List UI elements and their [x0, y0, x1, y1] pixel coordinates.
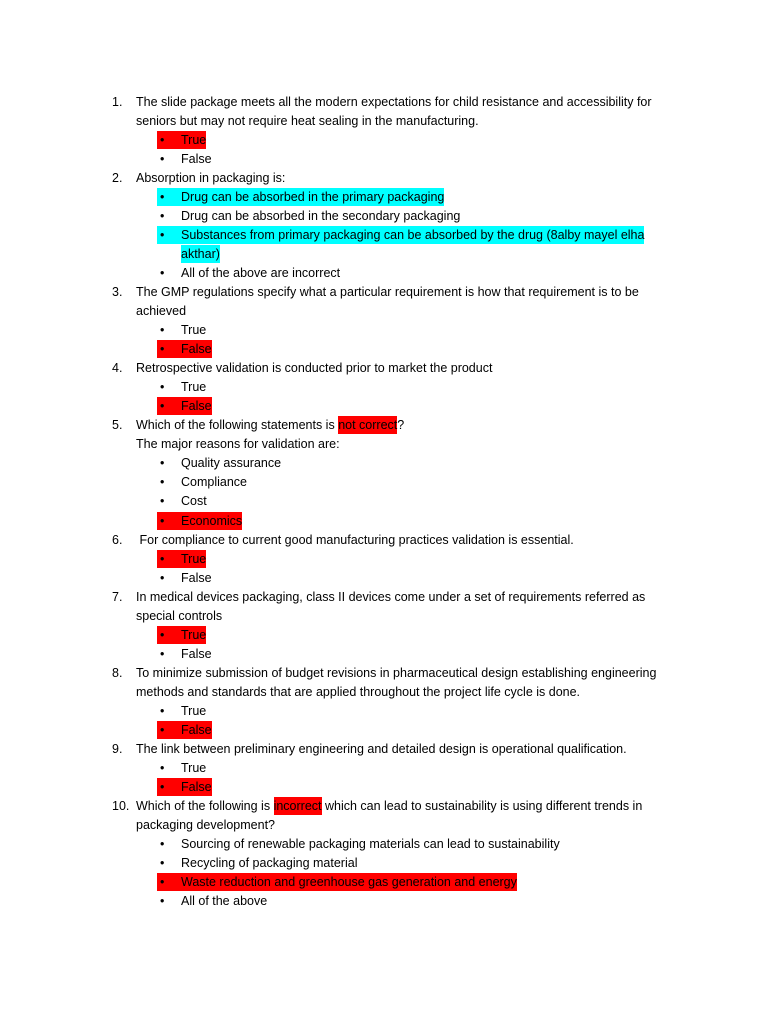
option-label: False — [181, 570, 212, 585]
question-text — [136, 93, 672, 131]
question-text — [136, 359, 672, 378]
bullet-icon: • — [160, 551, 165, 566]
option-false — [157, 721, 672, 740]
option-true — [157, 759, 672, 778]
option-label: Economics — [181, 513, 243, 528]
option-highlight — [157, 512, 242, 530]
bullet-icon: • — [160, 723, 165, 738]
question-6 — [0, 531, 768, 588]
bullet-icon: • — [160, 456, 165, 471]
option-true — [157, 626, 672, 645]
option-highlight — [157, 778, 212, 796]
option-highlight — [157, 207, 460, 225]
option-label: Sourcing of renewable packaging materials can lead to sustainability — [181, 837, 560, 852]
option-highlight — [157, 759, 206, 777]
question-2 — [0, 169, 768, 283]
question-1 — [0, 93, 768, 169]
question-text-segment: which can lead to sustainability is using different trends in packaging development? — [136, 799, 646, 833]
question-number: 2. — [112, 170, 123, 185]
question-5 — [0, 416, 768, 530]
bullet-icon: • — [160, 342, 165, 357]
question-stem — [0, 531, 768, 550]
option-highlight — [157, 626, 206, 644]
answer-options — [0, 321, 768, 359]
question-stem — [0, 93, 768, 131]
option-cost — [157, 492, 672, 511]
option-highlight — [157, 569, 212, 587]
option-economics — [157, 512, 672, 531]
option-label: False — [181, 723, 212, 738]
bullet-icon: • — [160, 189, 165, 204]
option-highlight — [157, 188, 444, 206]
answer-options — [0, 188, 768, 283]
option-label: True — [181, 761, 207, 776]
option-highlight — [157, 321, 206, 339]
option-false — [157, 150, 672, 169]
option-false — [157, 778, 672, 797]
option-highlight — [157, 645, 212, 663]
bullet-icon: • — [160, 494, 165, 509]
option-label: Waste reduction and greenhouse gas generation and energy — [181, 875, 517, 890]
bullet-icon: • — [160, 323, 165, 338]
option-highlight — [157, 721, 212, 739]
option-highlight — [157, 473, 247, 491]
option-secondary-packaging — [157, 207, 672, 226]
answer-options — [0, 759, 768, 797]
option-label: Compliance — [181, 475, 248, 490]
answer-options — [0, 131, 768, 169]
question-text-segment: For compliance to current good manufacturing practices validation is essential. — [136, 532, 574, 547]
bullet-icon: • — [160, 570, 165, 585]
question-text-segment: The GMP regulations specify what a particular requirement is how that requirement is to be achieved — [136, 284, 643, 319]
question-stem — [0, 416, 768, 454]
question-text-segment: To minimize submission of budget revisions in pharmaceutical design establishing engineering methods and standards that are applied throughout the project life cycle is done. — [136, 665, 660, 699]
question-stem — [0, 740, 768, 759]
question-9 — [0, 740, 768, 797]
option-label: False — [181, 342, 212, 357]
option-highlight — [157, 150, 212, 168]
question-text-segment: ? — [397, 418, 405, 433]
option-label: True — [181, 551, 207, 566]
bullet-icon: • — [160, 151, 165, 166]
option-false — [157, 569, 672, 588]
option-false — [157, 397, 672, 416]
option-label: False — [181, 399, 212, 414]
option-highlight — [157, 492, 207, 510]
option-true — [157, 131, 672, 150]
question-text — [136, 740, 672, 759]
option-highlight — [157, 854, 357, 872]
bullet-icon: • — [160, 380, 165, 395]
option-label: All of the above are incorrect — [181, 265, 341, 280]
option-label: Recycling of packaging material — [181, 856, 358, 871]
option-highlight — [157, 264, 340, 282]
bullet-icon: • — [160, 627, 165, 642]
question-number: 6. — [112, 532, 123, 547]
highlighted-phrase: incorrect — [273, 799, 322, 814]
question-subtext: The major reasons for validation are: — [136, 437, 340, 452]
question-number: 10. — [112, 799, 130, 814]
question-text — [136, 169, 672, 188]
option-label: Quality assurance — [181, 456, 282, 471]
answer-options — [0, 835, 768, 911]
question-7 — [0, 588, 768, 664]
question-text — [136, 416, 672, 435]
question-text — [136, 664, 672, 702]
bullet-icon: • — [160, 208, 165, 223]
option-label: True — [181, 380, 207, 395]
question-stem — [0, 588, 768, 626]
option-label: True — [181, 323, 207, 338]
option-compliance — [157, 473, 672, 492]
question-number: 5. — [112, 418, 123, 433]
option-waste-reduction — [157, 873, 672, 892]
answer-options — [0, 702, 768, 740]
option-highlight — [157, 454, 281, 472]
option-highlight — [157, 550, 206, 568]
answer-options — [0, 378, 768, 416]
question-number: 7. — [112, 589, 123, 604]
option-primary-packaging — [157, 188, 672, 207]
option-all-of-the-above — [157, 892, 672, 911]
option-quality-assurance — [157, 454, 672, 473]
bullet-icon: • — [160, 837, 165, 852]
option-true — [157, 550, 672, 569]
bullet-icon: • — [160, 132, 165, 147]
answer-options — [0, 626, 768, 664]
question-text-segment: In medical devices packaging, class II devices come under a set of requirements referred as special controls — [136, 589, 649, 623]
question-text-segment: The link between preliminary engineering and detailed design is operational qualification. — [136, 742, 627, 757]
question-stem — [0, 797, 768, 835]
option-false — [157, 340, 672, 359]
option-highlight — [157, 397, 212, 415]
option-label: Cost — [181, 494, 207, 509]
bullet-icon: • — [160, 646, 165, 661]
question-stem — [0, 283, 768, 321]
question-number: 8. — [112, 665, 123, 680]
option-label: Substances from primary packaging can be absorbed by the drug (8alby mayel elha akthar) — [181, 227, 645, 261]
bullet-icon: • — [160, 780, 165, 795]
option-label: True — [181, 132, 207, 147]
bullet-icon: • — [160, 513, 165, 528]
bullet-icon: • — [160, 475, 165, 490]
question-number: 4. — [112, 361, 123, 376]
option-highlight — [157, 131, 206, 149]
bullet-icon: • — [160, 265, 165, 280]
answer-options — [0, 550, 768, 588]
option-label: True — [181, 704, 207, 718]
option-true — [157, 702, 672, 721]
bullet-icon: • — [160, 704, 165, 718]
question-3 — [0, 283, 768, 359]
question-text-segment: Retrospective validation is conducted prior to market the product — [136, 361, 493, 376]
question-stem — [0, 664, 768, 702]
bullet-icon: • — [160, 761, 165, 776]
option-recycling — [157, 854, 672, 873]
question-text — [136, 797, 672, 835]
option-highlight — [157, 892, 267, 910]
bullet-icon: • — [160, 875, 165, 890]
question-stem — [0, 169, 768, 188]
question-number: 3. — [112, 284, 123, 299]
highlighted-phrase: not correct — [338, 418, 398, 433]
option-label: All of the above — [181, 894, 268, 909]
option-label: True — [181, 627, 207, 642]
option-highlight — [157, 873, 517, 891]
option-substances-absorbed — [157, 226, 672, 264]
question-text-segment: The slide package meets all the modern expectations for child resistance and accessibility for seniors but may not require heat sealing in the manufacturing. — [136, 94, 656, 128]
option-label: False — [181, 151, 212, 166]
option-highlight — [157, 702, 206, 720]
question-text-segment: Absorption in packaging is: — [136, 170, 286, 185]
question-number: 9. — [112, 742, 123, 757]
question-text — [136, 531, 672, 550]
bullet-icon: • — [160, 399, 165, 414]
option-highlight — [157, 226, 644, 263]
bullet-icon: • — [160, 894, 165, 909]
option-label: False — [181, 780, 212, 795]
option-label: False — [181, 646, 212, 661]
bullet-icon: • — [160, 227, 165, 242]
option-all-incorrect — [157, 264, 672, 283]
option-label: Drug can be absorbed in the primary packaging — [181, 189, 445, 204]
option-label: Drug can be absorbed in the secondary packaging — [181, 208, 461, 223]
option-highlight — [157, 835, 560, 853]
question-text-segment: Which of the following statements is — [136, 418, 339, 433]
option-highlight — [157, 340, 212, 358]
question-number: 1. — [112, 94, 123, 109]
option-renewable-sourcing — [157, 835, 672, 854]
question-text — [136, 588, 672, 626]
question-stem — [0, 359, 768, 378]
option-true — [157, 321, 672, 340]
question-8 — [0, 664, 768, 740]
option-highlight — [157, 378, 206, 396]
answer-options — [0, 454, 768, 530]
question-10 — [0, 797, 768, 911]
question-4 — [0, 359, 768, 416]
option-false — [157, 645, 672, 664]
question-list — [0, 93, 768, 912]
bullet-icon: • — [160, 856, 165, 871]
option-true — [157, 378, 672, 397]
question-text — [136, 283, 672, 321]
question-text-segment: Which of the following is — [136, 799, 274, 814]
